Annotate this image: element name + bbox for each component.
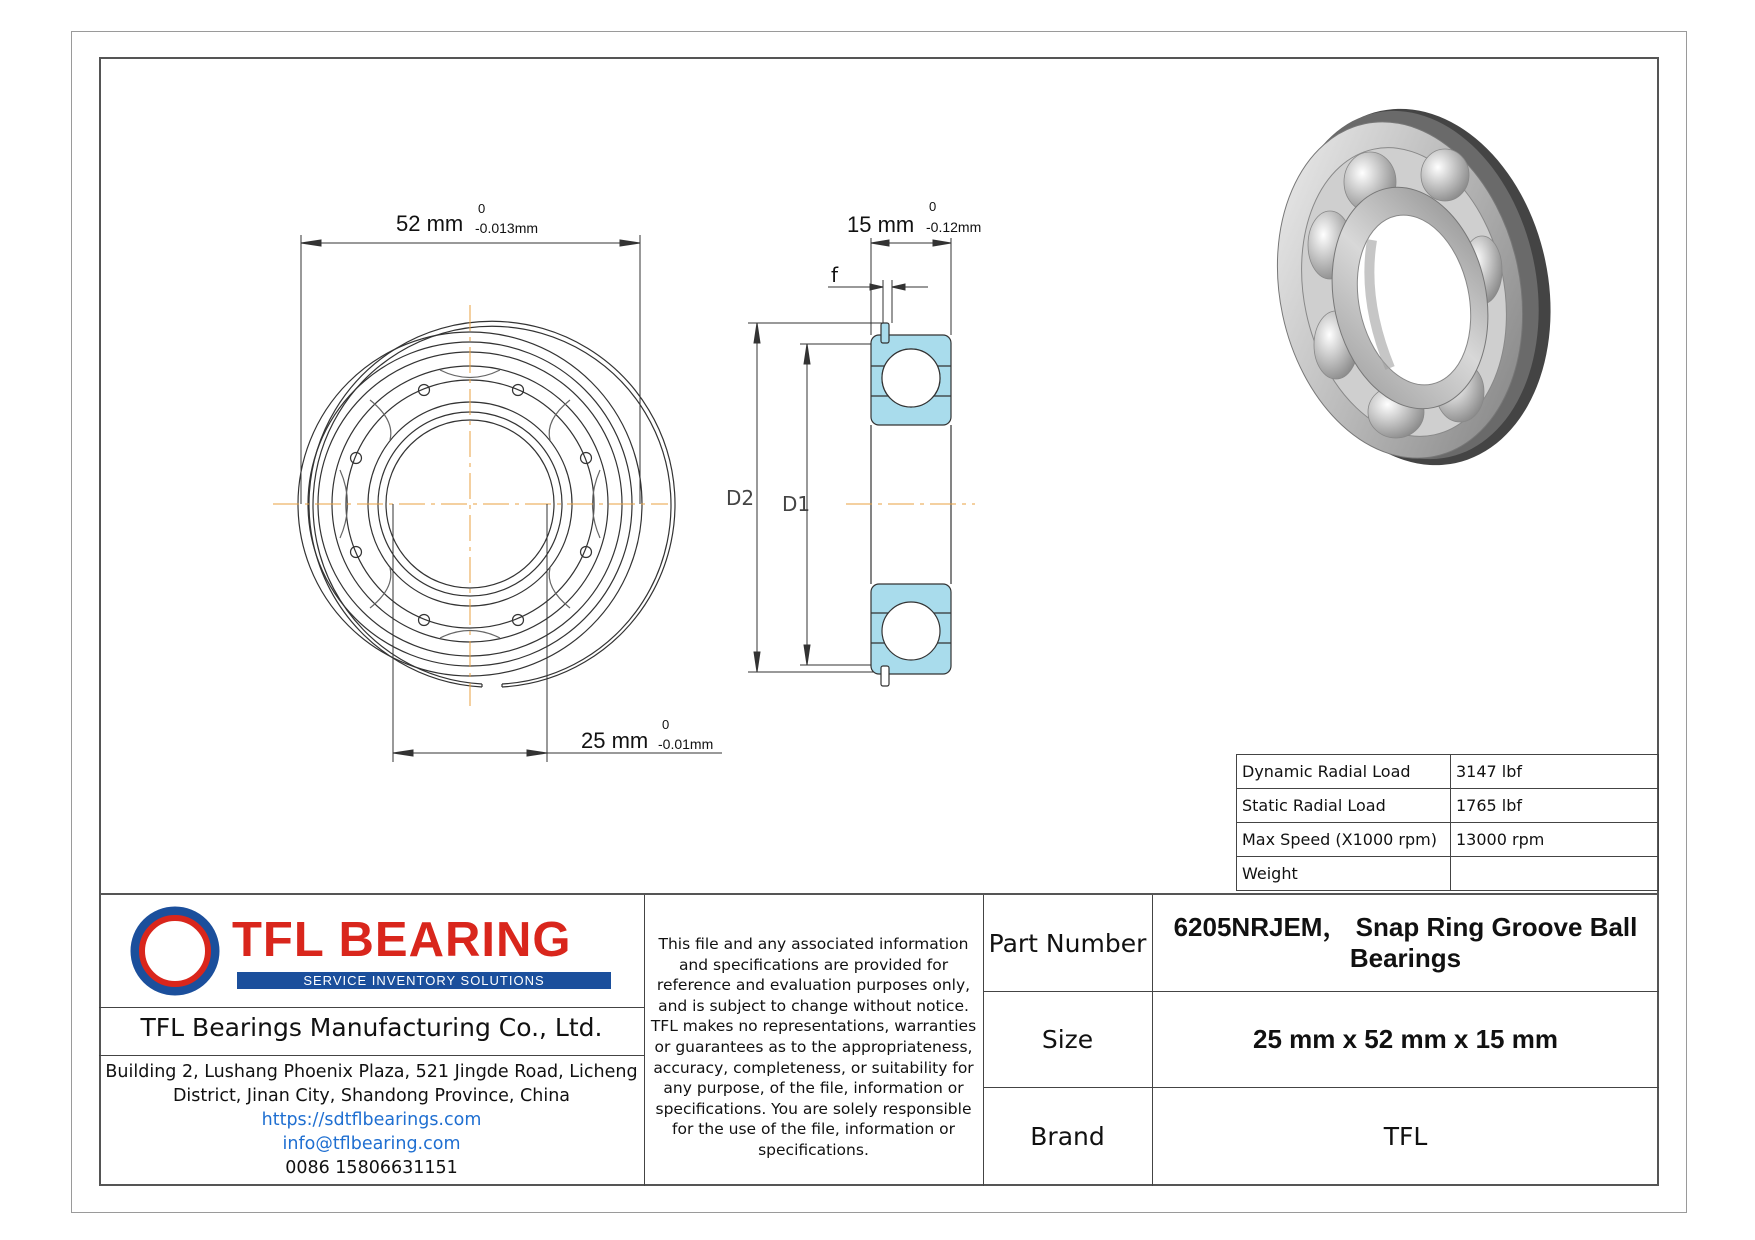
- address-line: Building 2, Lushang Phoenix Plaza, 521 Jingde Road, Licheng: [105, 1062, 638, 1082]
- disclaimer-line: specifications. You are solely responsible: [655, 1099, 972, 1118]
- dim-d2-label: D2: [726, 486, 755, 510]
- logo-wordmark: TFL BEARING: [232, 913, 572, 967]
- part-number-label: Part Number: [988, 928, 1147, 958]
- company-contact: [99, 1060, 644, 1180]
- spec-label: Dynamic Radial Load: [1237, 755, 1451, 789]
- dim-25-tol-upper: 0: [662, 717, 670, 732]
- disclaimer-line: This file and any associated information: [658, 935, 969, 953]
- divider: [99, 1007, 644, 1008]
- spec-row: [1237, 823, 1659, 857]
- logo-tagline: SERVICE INVENTORY SOLUTIONS: [303, 973, 545, 988]
- disclaimer-line: and is subject to change without notice.: [658, 996, 969, 1015]
- spec-label: Weight: [1237, 857, 1451, 891]
- section-view: [748, 238, 975, 686]
- divider: [99, 1055, 644, 1056]
- dim-d1-label: D1: [782, 492, 811, 516]
- spec-row: [1237, 857, 1659, 891]
- part-number-line: 6205NRJEM， Snap Ring Groove Ball: [1173, 912, 1638, 942]
- phone-number: 0086 15806631151: [285, 1158, 458, 1178]
- part-number-line: Bearings: [1349, 943, 1462, 973]
- spec-value: 1765 lbf: [1451, 789, 1659, 823]
- company-name: TFL Bearings Manufacturing Co., Ltd.: [140, 1013, 603, 1042]
- spec-table: [1236, 754, 1659, 891]
- disclaimer-line: for the use of the file, information or: [672, 1120, 955, 1139]
- dim-bore: [393, 504, 722, 762]
- spec-label: Static Radial Load: [1237, 789, 1451, 823]
- website-link[interactable]: https://sdtflbearings.com: [261, 1110, 482, 1130]
- dim-25-value: 25 mm: [581, 728, 649, 753]
- dim-15-tol-lower: -0.12mm: [926, 219, 982, 235]
- dim-52-tol-upper: 0: [478, 201, 486, 216]
- size-label: Size: [1041, 1024, 1094, 1054]
- disclaimer-line: accuracy, completeness, or suitability for: [653, 1058, 974, 1077]
- disclaimer-line: and specifications are provided for: [678, 955, 949, 974]
- dim-25-tol-lower: -0.01mm: [658, 736, 714, 752]
- disclaimer-line: specifications.: [758, 1140, 869, 1159]
- dim-52-value: 52 mm: [396, 211, 464, 236]
- part-number-value: [1152, 895, 1659, 991]
- email-link[interactable]: info@tflbearing.com: [282, 1134, 461, 1154]
- brand-value: TFL: [1383, 1122, 1428, 1151]
- address-line: District, Jinan City, Shandong Province, China: [172, 1086, 571, 1106]
- spec-label: Max Speed (X1000 rpm): [1237, 823, 1451, 857]
- disclaimer-line: any purpose, of the file, information or: [663, 1079, 964, 1098]
- brand-label: Brand: [1030, 1122, 1105, 1151]
- spec-value: [1451, 857, 1659, 891]
- dim-15-value: 15 mm: [847, 212, 915, 237]
- disclaimer-line: reference and evaluation purposes only,: [656, 976, 971, 995]
- title-block: [99, 893, 1659, 1186]
- spec-value: 13000 rpm: [1451, 823, 1659, 857]
- size-value: 25 mm x 52 mm x 15 mm: [1253, 1023, 1558, 1054]
- disclaimer-line: TFL makes no representations, warranties: [650, 1017, 977, 1036]
- disclaimer: [644, 934, 983, 1161]
- bearing-3d-render: [1247, 84, 1582, 490]
- company-logo: [99, 895, 644, 1007]
- spec-value: 3147 lbf: [1451, 755, 1659, 789]
- dim-f-label: f: [831, 263, 839, 287]
- disclaimer-line: or guarantees as to the appropriateness,: [654, 1037, 973, 1056]
- spec-row: [1237, 789, 1659, 823]
- dim-15-tol-upper: 0: [929, 199, 937, 214]
- spec-row: [1237, 755, 1659, 789]
- dim-52-tol-lower: -0.013mm: [475, 220, 539, 236]
